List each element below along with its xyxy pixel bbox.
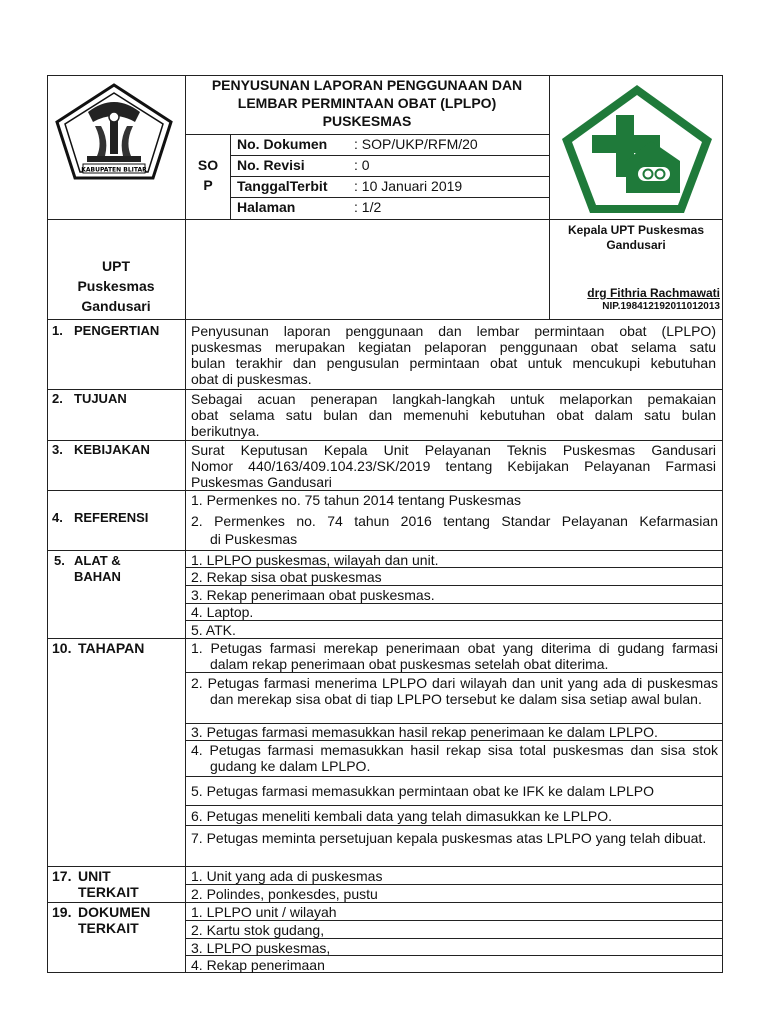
- puskesmas-logo: [556, 81, 718, 217]
- referensi-item-continuation: di Puskesmas: [210, 531, 298, 547]
- divider: [185, 620, 723, 621]
- tahapan-step: 1. Petugas farmasi merekap penerimaan obat yang diterima di gudang farmasi dalam rekap penerimaan obat puskesmas setelah obat diterima.: [191, 640, 718, 672]
- divider: [185, 825, 723, 826]
- title-line: PUSKESMAS: [322, 113, 412, 129]
- meta-label: No. Revisi: [237, 157, 305, 173]
- divider: [47, 902, 723, 903]
- section-number: 1.: [52, 323, 63, 338]
- section-title: KEBIJAKAN: [74, 442, 150, 457]
- tahapan-step: 6. Petugas meneliti kembali data yang telah dimasukkan ke LPLPO.: [191, 808, 613, 824]
- section-label-dokumen-terkait: [52, 904, 150, 936]
- section-title: DOKUMEN: [78, 904, 151, 920]
- meta-label: Halaman: [237, 199, 296, 215]
- section-title: ALAT &: [74, 553, 121, 568]
- alat-item: 5. ATK.: [191, 622, 236, 638]
- sop-label-line: SO: [197, 157, 219, 173]
- signer-name: drg Fithria Rachmawati: [587, 286, 720, 300]
- tahapan-step: 7. Petugas meminta persetujuan kepala puskesmas atas LPLPO yang telah dibuat.: [191, 830, 707, 846]
- section-label-kebijakan: [52, 442, 150, 458]
- section-label-tujuan: [52, 391, 127, 407]
- section-title: BAHAN: [74, 569, 121, 584]
- upt-line: Puskesmas: [77, 278, 155, 294]
- divider: [185, 805, 723, 806]
- section-label-referensi: [52, 510, 148, 526]
- text-line: bulan terakhir dan pengusulan permintaan obat untuk mencukupi kebutuhan: [191, 355, 716, 371]
- dokumen-item: 4. Rekap penerimaan: [191, 957, 325, 973]
- kepala-line: Gandusari: [606, 238, 666, 252]
- text-line: puskesmas merupakan kegiatan pelaporan penggunaan obat selama satu: [191, 339, 716, 355]
- meta-row-no-dokumen: [230, 134, 548, 154]
- upt-line: Gandusari: [81, 298, 151, 314]
- unit-item: 2. Polindes, ponkesdes, pustu: [191, 886, 378, 902]
- title-line: LEMBAR PERMINTAAN OBAT (LPLPO): [237, 95, 497, 111]
- tahapan-step: 5. Petugas farmasi memasukkan permintaan obat ke IFK ke dalam LPLPO: [191, 783, 655, 799]
- meta-value: : SOP/UKP/RFM/20: [354, 136, 478, 152]
- section-label-tahapan: [52, 640, 144, 656]
- meta-label: No. Dokumen: [237, 136, 328, 152]
- section-label-pengertian: [52, 323, 159, 339]
- section-number: 5.: [54, 553, 65, 568]
- text-line: Sebagai acuan penerapan langkah-langkah untuk melaporkan pemakaian: [191, 391, 716, 407]
- section-title: UNIT: [78, 868, 111, 884]
- alat-item: 3. Rekap penerimaan obat puskesmas.: [191, 587, 435, 603]
- upt-line: UPT: [102, 258, 130, 274]
- tahapan-step: 3. Petugas farmasi memasukkan hasil rekap penerimaan ke dalam LPLPO.: [191, 724, 658, 740]
- kebijakan-text: [191, 442, 716, 490]
- kabupaten-blitar-logo: [53, 82, 175, 182]
- section-title: TAHAPAN: [78, 640, 145, 656]
- alat-item: 2. Rekap sisa obat puskesmas: [191, 569, 382, 585]
- meta-label: TanggalTerbit: [237, 178, 328, 194]
- section-title: TERKAIT: [78, 920, 139, 936]
- tujuan-text: [191, 391, 716, 439]
- section-number: 2.: [52, 391, 63, 406]
- alat-item: 1. LPLPO puskesmas, wilayah dan unit.: [191, 552, 439, 568]
- section-label-alat-bahan: [54, 553, 121, 585]
- divider: [47, 638, 723, 639]
- divider: [185, 740, 723, 741]
- divider: [185, 585, 723, 586]
- alat-item: 4. Laptop.: [191, 604, 254, 620]
- signer-nip: NIP.198412192011012013: [602, 301, 720, 312]
- divider: [47, 866, 723, 867]
- meta-value: : 10 Januari 2019: [354, 178, 463, 194]
- referensi-item: 2. Permenkes no. 74 tahun 2016 tentang Standar Pelayanan Kefarmasian: [191, 513, 718, 529]
- dokumen-item: 2. Kartu stok gudang,: [191, 922, 325, 938]
- section-title: REFERENSI: [74, 510, 149, 525]
- section-number: 17.: [52, 868, 72, 884]
- section-number: 4.: [52, 510, 63, 525]
- tahapan-step: 4. Petugas farmasi memasukkan hasil rekap sisa total puskesmas dan sisa stok gudang ke dalam LPLPO.: [191, 742, 718, 774]
- divider: [185, 884, 723, 885]
- meta-value: : 0: [354, 157, 370, 173]
- referensi-item: 1. Permenkes no. 75 tahun 2014 tentang Puskesmas: [191, 492, 521, 508]
- divider: [185, 320, 186, 973]
- pengertian-text: [191, 323, 716, 387]
- text-line: berikutnya.: [191, 423, 260, 439]
- sop-label: [186, 155, 230, 195]
- meta-row-halaman: [230, 197, 548, 217]
- text-line: Nomor 440/163/409.104.23/SK/2019 tentang Kebijakan Pelayanan Farmasi: [191, 458, 716, 474]
- divider: [47, 550, 723, 551]
- section-label-unit-terkait: [52, 868, 139, 900]
- divider: [47, 219, 723, 220]
- meta-row-no-revisi: [230, 155, 548, 175]
- dokumen-item: 1. LPLPO unit / wilayah: [191, 904, 337, 920]
- section-title: PENGERTIAN: [74, 323, 160, 338]
- divider: [47, 389, 723, 390]
- dokumen-item: 3. LPLPO puskesmas,: [191, 940, 331, 956]
- text-line: obat di puskesmas.: [191, 371, 312, 387]
- kepala-line: Kepala UPT Puskesmas: [567, 223, 705, 237]
- divider: [185, 672, 723, 673]
- tahapan-step: 2. Petugas farmasi menerima LPLPO dari wilayah dan unit yang ada di puskesmas dan merekap sisa obat di tiap LPLPO tersebut ke dalam sisa setiap awal bulan.: [191, 675, 718, 707]
- meta-value: : 1/2: [354, 199, 382, 215]
- divider: [47, 490, 723, 491]
- logo-lettering: KABUPATEN BLITAR: [81, 166, 147, 174]
- divider: [185, 938, 723, 939]
- section-title: TUJUAN: [74, 391, 127, 406]
- sop-label-line: P: [203, 177, 213, 193]
- section-number: 10.: [52, 640, 72, 656]
- title-line: PENYUSUNAN LAPORAN PENGGUNAAN DAN: [211, 77, 523, 93]
- document-title: [186, 76, 548, 130]
- text-line: Surat Keputusan Kepala Unit Pelayanan Teknis Puskesmas Gandusari: [191, 442, 716, 458]
- meta-row-tanggal-terbit: [230, 176, 548, 196]
- unit-item: 1. Unit yang ada di puskesmas: [191, 868, 383, 884]
- upt-name: [47, 256, 185, 316]
- text-line: Puskesmas Gandusari: [191, 474, 332, 490]
- section-title: TERKAIT: [78, 884, 139, 900]
- kepala-title: [550, 223, 722, 253]
- text-line: Penyusunan laporan penggunaan dan lembar permintaan obat (LPLPO): [191, 323, 716, 339]
- divider: [185, 920, 723, 921]
- section-number: 3.: [52, 442, 63, 457]
- divider: [47, 440, 723, 441]
- section-number: 19.: [52, 904, 72, 920]
- divider: [185, 776, 723, 777]
- text-line: obat selama satu bulan dan memenuhi kebutuhan obat dalam satu bulan: [191, 407, 716, 423]
